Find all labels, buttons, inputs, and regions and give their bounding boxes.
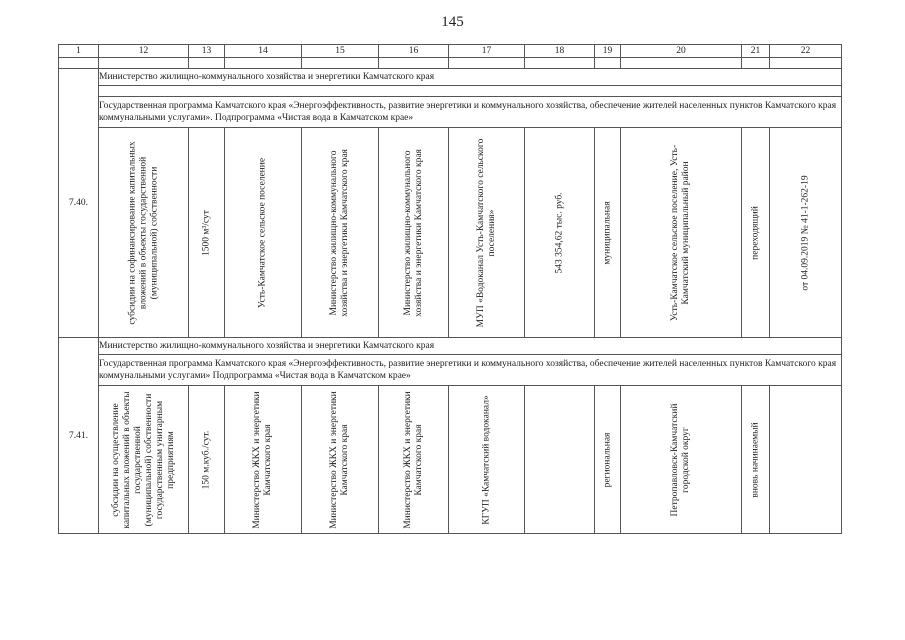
conclusion-cell: от 04.09.2019 № 41-1-262-19	[770, 128, 842, 338]
column-header: 21	[742, 45, 770, 58]
program-name: Государственная программа Камчатского края «Энергоэффективность, развитие энергетики и коммунального хозяйства, обеспечение жителей населенных пунктов Камчатского края коммунальными услугами» Подпрограмма «Чистая вода в Камчатском крае»	[99, 355, 842, 386]
status-cell: вновь начинаемый	[742, 386, 770, 534]
capacity-cell: 1500 м³/сут	[189, 128, 225, 338]
column-header: 16	[379, 45, 449, 58]
status-cell: переходящий	[742, 128, 770, 338]
column-header: 12	[99, 45, 189, 58]
customer-cell: Министерство ЖКХ и энергетики Камчатского края	[302, 386, 379, 534]
ownership-cell: муниципальная	[595, 128, 621, 338]
ministry-name: Министерство жилищно-коммунального хозяйства и энергетики Камчатского края	[99, 69, 842, 86]
column-header: 15	[302, 45, 379, 58]
subsidy-type-cell: субсидии на софинансирование капитальных вложений в объекты государственной (муниципальной) собственности	[99, 128, 189, 338]
record-ministry-row	[59, 338, 842, 355]
record-number: 7.40.	[59, 69, 99, 338]
conclusion-cell	[770, 386, 842, 534]
capacity-cell: 150 м.куб./сут.	[189, 386, 225, 534]
record-number: 7.41.	[59, 338, 99, 534]
cost-cell: 543 354,62 тыс. руб.	[525, 128, 595, 338]
record-detail-row	[59, 386, 842, 534]
administrator-cell: Министерство ЖКХ и энергетики Камчатского края	[379, 386, 449, 534]
record-program-row	[59, 355, 842, 386]
record-ministry-row	[59, 69, 842, 86]
recipient-cell: КГУП «Камчатский водоканал»	[449, 386, 525, 534]
column-header: 13	[189, 45, 225, 58]
column-header: 20	[621, 45, 742, 58]
column-header: 18	[525, 45, 595, 58]
column-header: 17	[449, 45, 525, 58]
location-cell: Усть-Камчатское сельское поселение	[225, 128, 302, 338]
administrator-cell: Министерство жилищно-коммунального хозяйства и энергетики Камчатского края	[379, 128, 449, 338]
location-cell: Министерство ЖКХ и энергетики Камчатского края	[225, 386, 302, 534]
municipality-cell: Петропавловск-Камчатский городской округ	[621, 386, 742, 534]
column-header: 19	[595, 45, 621, 58]
data-table	[58, 44, 842, 534]
column-header: 1	[59, 45, 99, 58]
ownership-cell: региональная	[595, 386, 621, 534]
record-detail-row	[59, 128, 842, 338]
ministry-name: Министерство жилищно-коммунального хозяйства и энергетики Камчатского края	[99, 338, 842, 355]
subsidy-type-cell: субсидии на осуществление капитальных вложений в объекты государственной (муниципальной) собственности государственным унитарным предприятиям	[99, 386, 189, 534]
cost-cell	[525, 386, 595, 534]
column-header: 14	[225, 45, 302, 58]
spacer-row	[59, 58, 842, 69]
column-header: 22	[770, 45, 842, 58]
municipality-cell: Усть-Камчатское сельское поселение, Усть-Камчатский муниципальный район	[621, 128, 742, 338]
page-number: 145	[441, 14, 464, 30]
program-name: Государственная программа Камчатского края «Энергоэффективность, развитие энергетики и коммунального хозяйства, обеспечение жителей населенных пунктов Камчатского края коммунальными услугами». Подпрограмма «Чистая вода в Камчатском крае»	[99, 97, 842, 128]
column-header-row	[59, 45, 842, 58]
recipient-cell: МУП «Водоканал Усть-Камчатского сельского поселения»	[449, 128, 525, 338]
customer-cell: Министерство жилищно-коммунального хозяйства и энергетики Камчатского края	[302, 128, 379, 338]
record-program-row	[59, 97, 842, 128]
